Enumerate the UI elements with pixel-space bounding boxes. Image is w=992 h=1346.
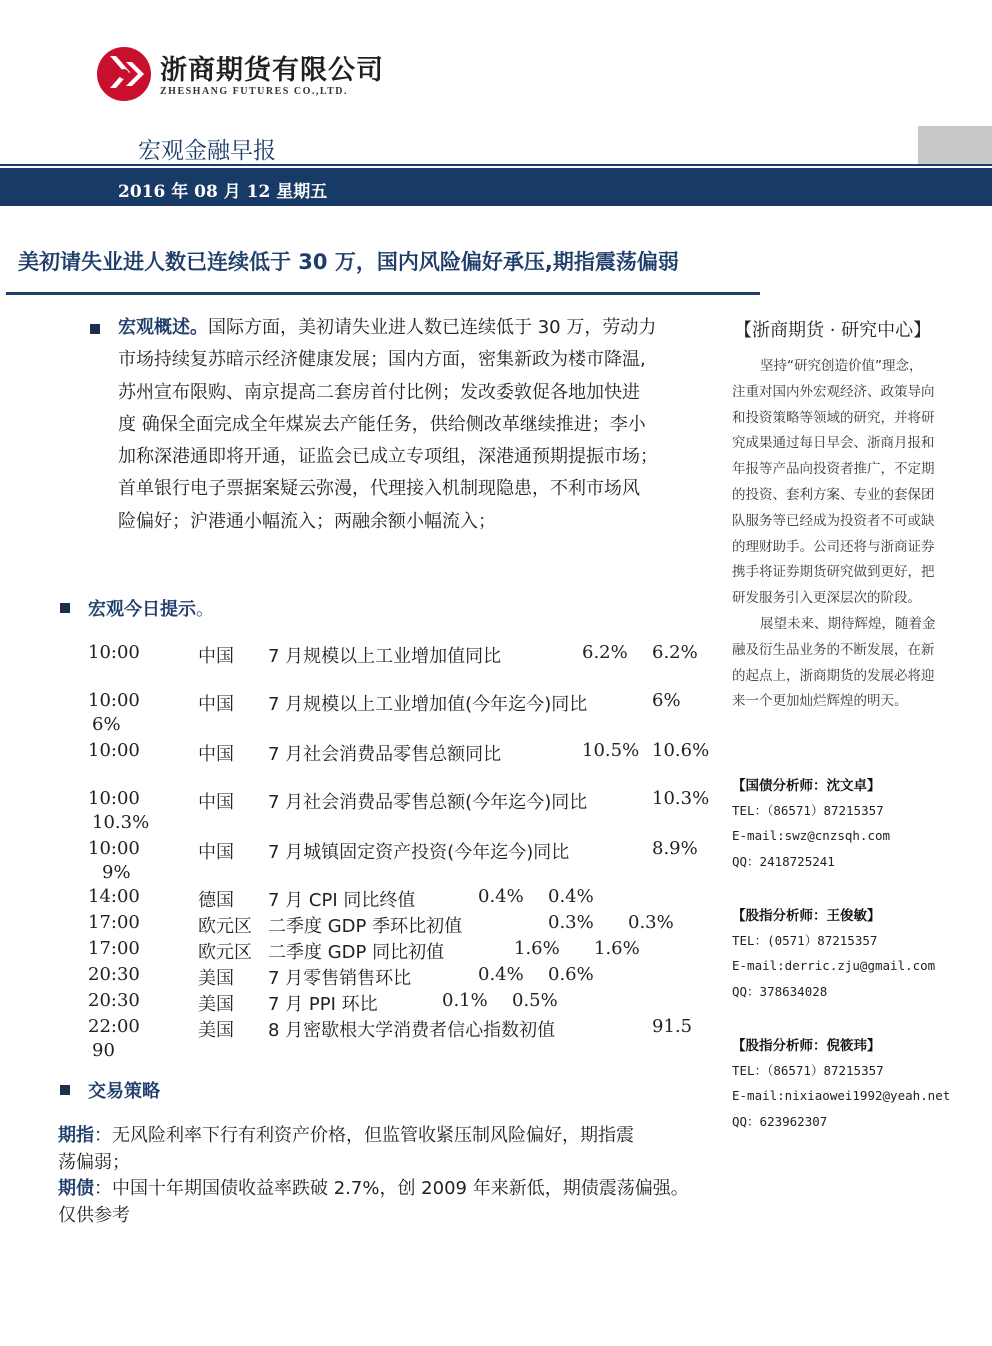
strategy-index-line: 期指：无风险利率下行有利资产价格，但监管收紧压制风险偏好，期指震 (58, 1125, 634, 1146)
analyst-name: 【股指分析师：倪筱玮】 (732, 1038, 881, 1054)
event-region: 欧元区 (198, 942, 252, 963)
event-time: 14:00 (88, 886, 140, 907)
event-name: 7 月社会消费品零售总额同比 (268, 744, 502, 765)
event-name: 二季度 GDP 季环比初值 (268, 916, 463, 937)
event-time: 10:00 (88, 690, 140, 711)
event-name: 二季度 GDP 同比初值 (268, 942, 445, 963)
analyst-email[interactable]: E-mail:nixiaowei1992@yeah.net (732, 1088, 951, 1103)
bullet-square-icon (90, 324, 100, 334)
analyst-name: 【股指分析师：王俊敏】 (732, 908, 881, 924)
event-value: 10.3% (92, 812, 150, 833)
event-value: 9% (102, 862, 131, 883)
event-region: 欧元区 (198, 916, 252, 937)
event-value: 6% (92, 714, 121, 735)
event-value: 90 (92, 1040, 115, 1061)
strategy-index-label: 期指 (58, 1125, 94, 1146)
analyst-tel: TEL：(0571）87215357 (732, 933, 878, 948)
event-value: 8.9% (652, 838, 698, 859)
analyst-name: 【国债分析师：沈文卓】 (732, 778, 881, 794)
event-region: 美国 (198, 1020, 234, 1041)
calendar-title: 宏观今日提示。 (88, 599, 214, 620)
event-name: 8 月密歇根大学消费者信心指数初值 (268, 1020, 556, 1041)
analyst-qq: QQ：623962307 (732, 1114, 828, 1129)
event-region: 中国 (198, 694, 234, 715)
sidebar-intro: 坚持“研究创造价值”理念， 注重对国内外宏观经济、政策导向 和投资策略等领域的研究，并将研 究成果通过每日早会、浙商月报和 年报等产品向投资者推广，不定期 的投资、套利方案、专业的套保团 队服务等已经成为投资者不可或缺 的理财助手。公司还将与浙商证券 携手将证券期货研究做到更好，把 研发服务引入更深层次的阶段。 展望未来、期待辉煌，随着金 融及衍生品业务的不断发展，在新 的起点上，浙商期货的发展必将迎 来一个更加灿烂辉煌的明天。 (732, 358, 936, 710)
disclaimer: 仅供参考 (58, 1204, 130, 1226)
event-name: 7 月社会消费品零售总额(今年迄今)同比 (268, 792, 588, 813)
event-value: 0.6% (548, 964, 594, 985)
headline-rule (6, 292, 760, 295)
analyst-qq: QQ：2418725241 (732, 854, 835, 869)
sidebar-title: 【浙商期货 · 研究中心】 (734, 320, 932, 341)
strategy-bond-line: 期债：中国十年期国债收益率跌破 2.7%，创 2009 年来新低，期债震荡偏强。 (58, 1178, 689, 1199)
analyst-tel: TEL：（86571）87215357 (732, 803, 884, 818)
report-date: 2016 年 08 月 12 星期五 (118, 182, 328, 202)
event-region: 美国 (198, 994, 234, 1015)
event-value: 1.6% (514, 938, 560, 959)
header-gray-block (918, 126, 992, 164)
analyst-card (732, 774, 982, 870)
event-region: 中国 (198, 744, 234, 765)
event-time: 10:00 (88, 838, 140, 859)
event-time: 17:00 (88, 912, 140, 933)
overview-line-4: 度 确保全面完成全年煤炭去产能任务，供给侧改革继续推进；李小 (118, 413, 646, 435)
event-time: 10:00 (88, 788, 140, 809)
event-name: 7 月零售销售环比 (268, 968, 412, 989)
event-region: 中国 (198, 792, 234, 813)
strategy-title: 交易策略 (88, 1081, 160, 1102)
overview-paragraph (118, 312, 718, 538)
event-value: 0.4% (478, 886, 524, 907)
report-name: 宏观金融早报 (138, 138, 276, 164)
overview-line-3: 苏州宣布限购、南京提高二套房首付比例；发改委敦促各地加快进 (118, 381, 640, 403)
bullet-square-icon (60, 1085, 70, 1095)
event-value: 0.4% (478, 964, 524, 985)
overview-line-5: 加称深港通即将开通，证监会已成立专项组，深港通预期提振市场； (118, 446, 658, 468)
overview-line-1: 宏观概述。国际方面，美初请失业进人数已连续低于 30 万，劳动力 (118, 317, 657, 338)
company-logo-icon (96, 46, 152, 102)
overview-line-7: 险偏好；沪港通小幅流入；两融余额小幅流入； (118, 510, 496, 532)
event-value: 0.3% (548, 912, 594, 933)
analyst-email[interactable]: E-mail:derric.zju@gmail.com (732, 958, 936, 973)
event-value: 91.5 (652, 1016, 693, 1037)
analyst-email[interactable]: E-mail:swz@cnzsqh.com (732, 828, 891, 843)
event-name: 7 月 CPI 同比终值 (268, 890, 416, 911)
analyst-card (732, 1034, 982, 1130)
analyst-card (732, 904, 982, 1000)
analyst-tel: TEL：（86571）87215357 (732, 1063, 884, 1078)
event-value: 0.5% (512, 990, 558, 1011)
event-name: 7 月规模以上工业增加值(今年迄今)同比 (268, 694, 588, 715)
event-time: 10:00 (88, 740, 140, 761)
event-name: 7 月规模以上工业增加值同比 (268, 646, 502, 667)
event-time: 17:00 (88, 938, 140, 959)
event-value: 10.6% (652, 740, 710, 761)
strategy-block (58, 1123, 738, 1229)
headline: 美初请失业进人数已连续低于 30 万，国内风险偏好承压,期指震荡偏弱 (18, 250, 679, 274)
event-region: 中国 (198, 646, 234, 667)
event-region: 中国 (198, 842, 234, 863)
event-time: 20:30 (88, 964, 140, 985)
event-value: 10.3% (652, 788, 710, 809)
header-rule (0, 164, 992, 166)
event-region: 美国 (198, 968, 234, 989)
event-value: 6.2% (582, 642, 628, 663)
event-name: 7 月 PPI 环比 (268, 994, 378, 1015)
analyst-qq: QQ：378634028 (732, 984, 828, 999)
overview-line-2: 市场持续复苏暗示经济健康发展；国内方面，密集新政为楼市降温, (118, 349, 646, 371)
event-name: 7 月城镇固定资产投资(今年迄今)同比 (268, 842, 570, 863)
overview-label: 宏观概述。 (118, 317, 208, 338)
event-value: 6% (652, 690, 681, 711)
event-value: 0.1% (442, 990, 488, 1011)
company-name-en: ZHESHANG FUTURES CO.,LTD. (160, 86, 348, 97)
event-time: 10:00 (88, 642, 140, 663)
strategy-index-line-2: 荡偏弱； (58, 1151, 130, 1173)
event-time: 22:00 (88, 1016, 140, 1037)
strategy-bond-label: 期债 (58, 1178, 94, 1199)
event-value: 0.3% (628, 912, 674, 933)
event-value: 1.6% (594, 938, 640, 959)
event-value: 6.2% (652, 642, 698, 663)
overview-line-6: 首单银行电子票据案疑云弥漫，代理接入机制现隐患，不利市场风 (118, 478, 640, 500)
event-region: 德国 (198, 890, 234, 911)
event-time: 20:30 (88, 990, 140, 1011)
event-value: 10.5% (582, 740, 640, 761)
bullet-square-icon (60, 603, 70, 613)
event-value: 0.4% (548, 886, 594, 907)
company-name-cn: 浙商期货有限公司 (160, 55, 384, 86)
